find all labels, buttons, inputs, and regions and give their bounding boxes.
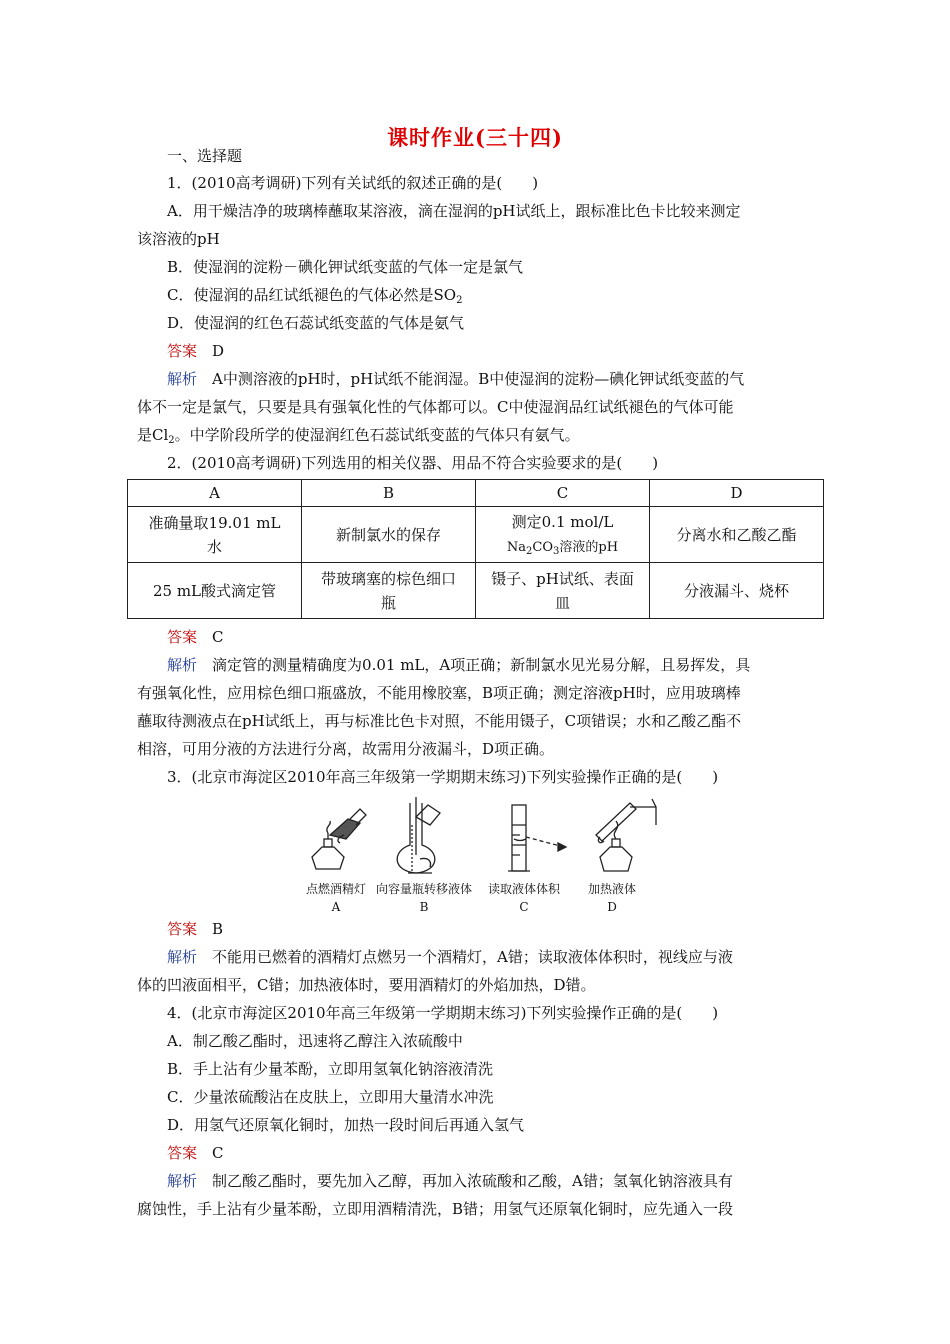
q1-option-b: B．使湿润的淀粉－碘化钾试纸变蓝的气体一定是氯气 [167,258,524,276]
q2-analysis: 解析 滴定管的测量精确度为0.01 mL，A项正确；新制氯水见光易分解，且易挥发，具 [167,656,751,674]
q3-analysis-end: 体的凹液面相平，C错；加热液体时，要用酒精灯的外焰加热，D错。 [137,976,596,994]
q3-stem: 3．(北京市海淀区2010年高三年级第一学期期末练习)下列实验操作正确的是( ) [167,768,719,786]
q2-analysis-cont: 有强氧化性，应用棕色细口瓶盛放，不能用橡胶塞，B项正确；测定溶液pH时，应用玻璃棒 [137,684,741,702]
q3-answer: 答案 B [167,920,224,938]
volumetric-flask-icon [397,797,440,873]
table-header-b: B [302,480,476,507]
section-heading: 一、选择题 [167,147,243,165]
table-header-row [128,480,824,507]
q1-option-a-cont: 该溶液的pH [137,230,220,248]
q4-option-c: C．少量浓硫酸沾在皮肤上，立即用大量清水冲洗 [167,1088,494,1106]
q1-option-c: C．使湿润的品红试纸褪色的气体必然是$SO_2$ [167,286,463,306]
alcohol-lamp-icon [312,809,366,869]
test-tube-heating-icon [596,799,656,871]
q2-answer: 答案 C [167,628,224,646]
q1-option-d: D．使湿润的红色石蕊试纸变蓝的气体是氨气 [167,314,465,332]
lab-apparatus-illustration [300,795,660,915]
table-cell-c2: 镊子、pH试纸、表面 皿 [476,563,650,619]
q4-option-a: A．制乙酸乙酯时，迅速将乙醇注入浓硫酸中 [167,1032,463,1050]
q4-option-b: B．手上沾有少量苯酚，立即用氢氧化钠溶液清洗 [167,1060,494,1078]
figure-letter-a: A [331,900,341,914]
q4-option-d: D．用氢气还原氧化铜时，加热一段时间后再通入氢气 [167,1116,525,1134]
q1-stem: 1．(2010高考调研)下列有关试纸的叙述正确的是( ) [167,174,539,192]
table-header-a: A [128,480,302,507]
table-header-d: D [650,480,824,507]
table-header-c: C [476,480,650,507]
q4-answer: 答案 C [167,1144,224,1162]
q4-stem: 4．(北京市海淀区2010年高三年级第一学期期末练习)下列实验操作正确的是( ) [167,1004,719,1022]
q3-apparatus-figure [300,795,660,915]
figure-caption-d: 加热液体 [587,882,636,896]
table-cell-c1: 测定0.1 mol/L $Na_2CO_3$溶液的pH [476,507,650,563]
figure-letter-c: C [519,900,529,914]
figure-letter-d: D [607,900,617,914]
q1-analysis-cont: 体不一定是氯气，只要是具有强氧化性的气体都可以。C中使湿润品红试纸褪色的气体可能 [137,398,734,416]
q2-stem: 2．(2010高考调研)下列选用的相关仪器、用品不符合实验要求的是( ) [167,454,659,472]
figure-caption-c: 读取液体体积 [487,882,560,896]
table-row [128,507,824,563]
q1-analysis: 解析 A中测溶液的pH时，pH试纸不能润湿。B中使湿润的淀粉—碘化钾试纸变蓝的气 [167,370,745,388]
q2-analysis-cont: 蘸取待测液点在pH试纸上，再与标准比色卡对照，不能用镊子，C项错误；水和乙酸乙酯不 [137,712,742,730]
table-cell-d1: 分离水和乙酸乙酯 [650,507,824,563]
figure-letter-b: B [419,900,429,914]
q1-option-a: A．用干燥洁净的玻璃棒蘸取某溶液，滴在湿润的pH试纸上，跟标准比色卡比较来测定 [167,202,741,220]
figure-caption-b: 向容量瓶转移液体 [375,882,472,896]
q1-analysis-end: 是$Cl_2$。中学阶段所学的使湿润红色石蕊试纸变蓝的气体只有氨气。 [137,426,580,446]
graduated-cylinder-icon [508,805,566,871]
table-row [128,563,824,619]
table-cell-b2: 带玻璃塞的棕色细口 瓶 [302,563,476,619]
page-title: 课时作业(三十四) [387,125,563,150]
table-cell-d2: 分液漏斗、烧杯 [650,563,824,619]
q1-answer: 答案 D [167,342,225,360]
q2-options-table [127,479,824,619]
q3-analysis: 解析 不能用已燃着的酒精灯点燃另一个酒精灯，A错；读取液体体积时，视线应与液 [167,948,733,966]
table-cell-a2: 25 mL酸式滴定管 [128,563,302,619]
q2-analysis-end: 相溶，可用分液的方法进行分离，故需用分液漏斗，D项正确。 [137,740,555,758]
q4-analysis: 解析 制乙酸乙酯时，要先加入乙醇，再加入浓硫酸和乙酸，A错；氢氧化钠溶液具有 [167,1172,733,1190]
table-cell-b1: 新制氯水的保存 [302,507,476,563]
table-cell-a1: 准确量取19.01 mL 水 [128,507,302,563]
q4-analysis-cont: 腐蚀性，手上沾有少量苯酚，立即用酒精清洗，B错；用氢气还原氧化铜时，应先通入一段 [137,1200,734,1218]
figure-caption-a: 点燃酒精灯 [305,882,366,896]
